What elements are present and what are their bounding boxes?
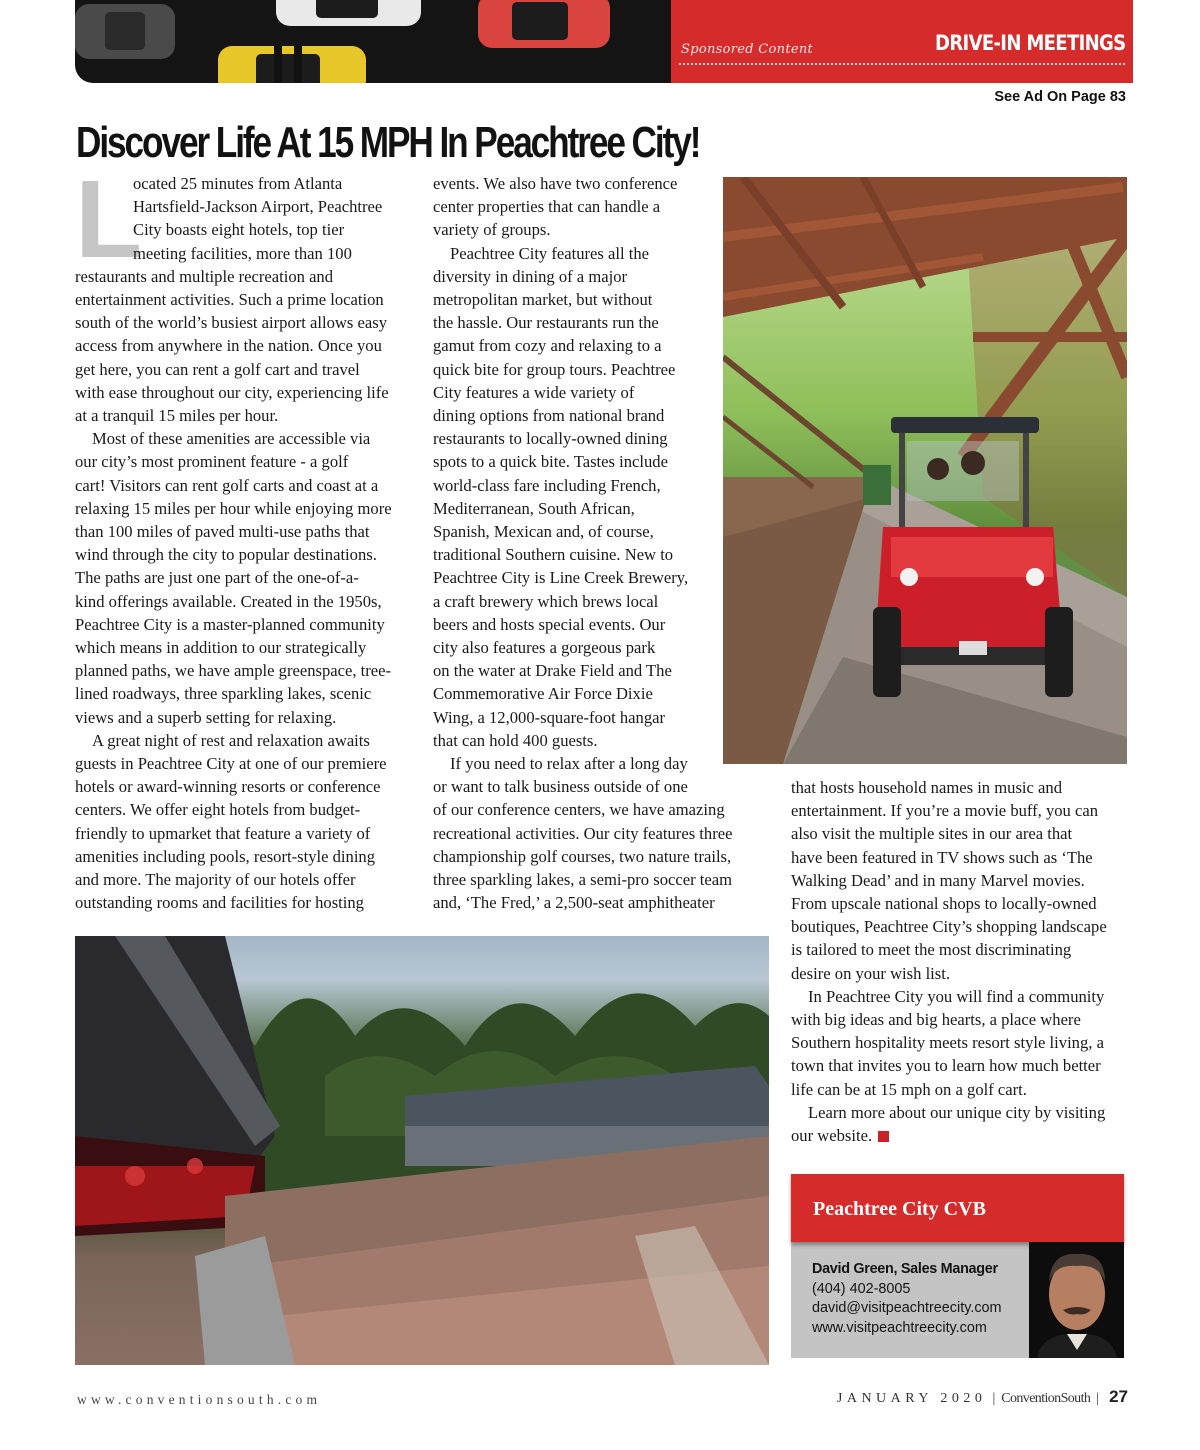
text-line: If you need to relax after a long day	[450, 754, 688, 774]
text-line: Commemorative Air Force Dixie	[433, 684, 653, 704]
text-line: restaurants and multiple recreation and	[75, 266, 334, 286]
text-line: quick bite for group tours. Peachtree	[433, 359, 676, 379]
text-line: In Peachtree City you will find a community	[808, 986, 1105, 1006]
text-line: center properties that can handle a	[433, 197, 661, 217]
text-line: events. We also have two conference	[433, 174, 678, 193]
text-line: centers. We offer eight hotels from budget-	[75, 800, 361, 820]
text-line: kind offerings available. Created in the 1950s,	[75, 591, 382, 611]
text-line: of our conference centers, we have amazing	[433, 800, 725, 820]
text-line: metropolitan market, but without	[433, 290, 653, 310]
article-column-2	[433, 172, 763, 915]
text-line: our city’s most prominent feature - a golf	[75, 452, 349, 472]
text-line: City boasts eight hotels, top tier	[133, 220, 345, 240]
text-line: Most of these amenities are accessible via	[92, 429, 371, 449]
dotted-divider	[679, 63, 1125, 65]
separator: |	[1096, 1391, 1100, 1406]
text-line: also visit the multiple sites in our area that	[791, 824, 1073, 844]
text-line: amenities including pools, resort-style dining	[75, 846, 376, 866]
text-line: ocated 25 minutes from Atlanta	[133, 174, 343, 193]
text-line: with ease throughout our city, experiencing life	[75, 382, 389, 402]
text-line: city also features a gorgeous park	[433, 638, 656, 658]
text-line: hotels or award-winning resorts or conference	[75, 777, 381, 797]
organization-name: Peachtree City CVB	[813, 1198, 986, 1220]
text-line-content: our website.	[791, 1126, 873, 1146]
text-line: with big ideas and big hearts, a place where	[791, 1010, 1081, 1030]
text-line: variety of groups.	[433, 220, 551, 240]
text-line: and more. The majority of our hotels offer	[75, 870, 356, 890]
text-line: Peachtree City is Line Creek Brewery,	[433, 568, 689, 588]
text-line: Peachtree City is a master-planned community	[75, 614, 385, 634]
text-line: is tailored to meet the most discriminating	[791, 940, 1072, 960]
article-column-1	[75, 158, 420, 915]
text-line: and, ‘The Fred,’ a 2,500-seat amphitheater	[433, 893, 715, 913]
text-line: Wing, a 12,000-square-foot hangar	[433, 707, 666, 727]
magazine-name: ConventionSouth	[1001, 1391, 1091, 1406]
text-line: Walking Dead’ and in many Marvel movies.	[791, 870, 1085, 890]
text-line: meeting facilities, more than 100	[133, 243, 352, 263]
text-line: views and a superb setting for relaxing.	[75, 707, 337, 727]
text-line: beers and hosts special events. Our	[433, 614, 666, 634]
cars-parking-lot-image	[75, 0, 671, 83]
text-line: lined roadways, three sparkling lakes, scenic	[75, 684, 372, 704]
issue-date: JANUARY 2020	[836, 1391, 987, 1406]
header-banner	[75, 0, 1133, 83]
text-line: three sparkling lakes, a semi-pro soccer team	[433, 870, 733, 890]
section-header	[671, 0, 1133, 83]
text-line: relaxing 15 miles per hour while enjoying more	[75, 498, 392, 518]
text-line: dining options from national brand	[433, 406, 665, 426]
text-line: The paths are just one part of the one-of-a-	[75, 568, 359, 588]
text-line: than 100 miles of paved multi-use paths that	[75, 522, 370, 542]
text-line: planned paths, we have ample greenspace, tree-	[75, 661, 392, 681]
text-line: guests in Peachtree City at one of our premiere	[75, 754, 387, 774]
text-line: have been featured in TV shows such as ‘The	[791, 847, 1093, 867]
article-title: Discover Life At 15 MPH In Peachtree City!	[76, 118, 700, 167]
contact-portrait-photo	[1029, 1242, 1124, 1358]
golf-cart-bridge-photo	[723, 177, 1127, 764]
text-line: cart! Visitors can rent golf carts and coast at a	[75, 475, 379, 495]
text-line: gamut from cozy and relaxing to a	[433, 336, 662, 356]
bridge-illustration	[723, 177, 1127, 764]
text-line: entertainment. If you’re a movie buff, you can	[791, 801, 1099, 821]
text-line	[791, 1124, 1131, 1147]
text-line: recreational activities. Our city features three	[433, 823, 733, 843]
text-line: Peachtree City features all the	[450, 243, 650, 263]
text-line: wind through the city to popular destinations.	[75, 545, 377, 565]
text-line: championship golf courses, two nature trails,	[433, 846, 732, 866]
contact-details	[812, 1260, 1002, 1338]
text-line: world-class fare including French,	[433, 475, 661, 495]
text-line: traditional Southern cuisine. New to	[433, 545, 674, 565]
section-title: DRIVE-IN MEETINGS	[934, 31, 1125, 55]
see-ad-reference: See Ad On Page 83	[994, 89, 1126, 105]
separator: |	[992, 1391, 996, 1406]
text-line: access from anywhere in the nation. Once you	[75, 336, 382, 356]
footer-issue-info	[837, 1387, 1128, 1407]
text-line: on the water at Drake Field and The	[433, 661, 672, 681]
text-line: that hosts household names in music and	[791, 778, 1063, 797]
text-line: entertainment activities. Such a prime location	[75, 290, 384, 310]
text-line: Mediterranean, South African,	[433, 498, 635, 518]
text-line: From upscale national shops to locally-owned	[791, 894, 1097, 914]
text-line: that can hold 400 guests.	[433, 730, 598, 750]
text-line: desire on your wish list.	[791, 963, 951, 983]
contact-card	[791, 1174, 1124, 1358]
text-line: spots to a quick bite. Tastes include	[433, 452, 668, 472]
text-line: boutiques, Peachtree City’s shopping landscape	[791, 917, 1107, 937]
text-line: Spanish, Mexican and, of course,	[433, 522, 654, 542]
text-line: friendly to upmarket that feature a variety of	[75, 823, 371, 843]
text-line: or want to talk business outside of one	[433, 777, 688, 797]
text-line: Learn more about our unique city by visiting	[808, 1102, 1106, 1122]
contact-card-header	[791, 1174, 1124, 1242]
text-line: life can be at 15 mph on a golf cart.	[791, 1079, 1027, 1099]
text-line: south of the world’s busiest airport allows easy	[75, 313, 388, 333]
text-line: at a tranquil 15 miles per hour.	[75, 406, 279, 426]
text-line: diversity in dining of a major	[433, 266, 628, 286]
contact-phone: (404) 402-8005	[812, 1280, 911, 1297]
contact-email: david@visitpeachtreecity.com	[812, 1300, 1002, 1317]
text-line: City features a wide variety of	[433, 382, 635, 402]
text-line: town that invites you to learn how much better	[791, 1056, 1101, 1076]
text-line: Hartsfield-Jackson Airport, Peachtree	[133, 197, 383, 217]
text-line: which means in addition to our strategically	[75, 638, 367, 658]
sponsored-content-label: Sponsored Content	[681, 42, 814, 57]
text-line: A great night of rest and relaxation awaits	[92, 730, 370, 750]
text-line: get here, you can rent a golf cart and travel	[75, 359, 360, 379]
text-line: restaurants to locally-owned dining	[433, 429, 668, 449]
text-line: the hassle. Our restaurants run the	[433, 313, 659, 333]
concert-illustration	[75, 936, 769, 1365]
end-of-article-mark	[878, 1131, 889, 1142]
text-line: Southern hospitality meets resort style living, a	[791, 1033, 1104, 1053]
text-line: outstanding rooms and facilities for hosting	[75, 893, 364, 913]
contact-name: David Green, Sales Manager	[812, 1261, 998, 1277]
drop-cap: L	[75, 158, 143, 281]
amphitheater-concert-photo	[75, 936, 769, 1365]
article-column-3	[791, 776, 1131, 1147]
contact-website: www.visitpeachtreecity.com	[812, 1319, 987, 1336]
text-line: a craft brewery which brews local	[433, 591, 659, 611]
page-number: 27	[1109, 1387, 1128, 1406]
footer-website: www.conventionsouth.com	[77, 1392, 322, 1407]
portrait-illustration	[1029, 1242, 1124, 1358]
